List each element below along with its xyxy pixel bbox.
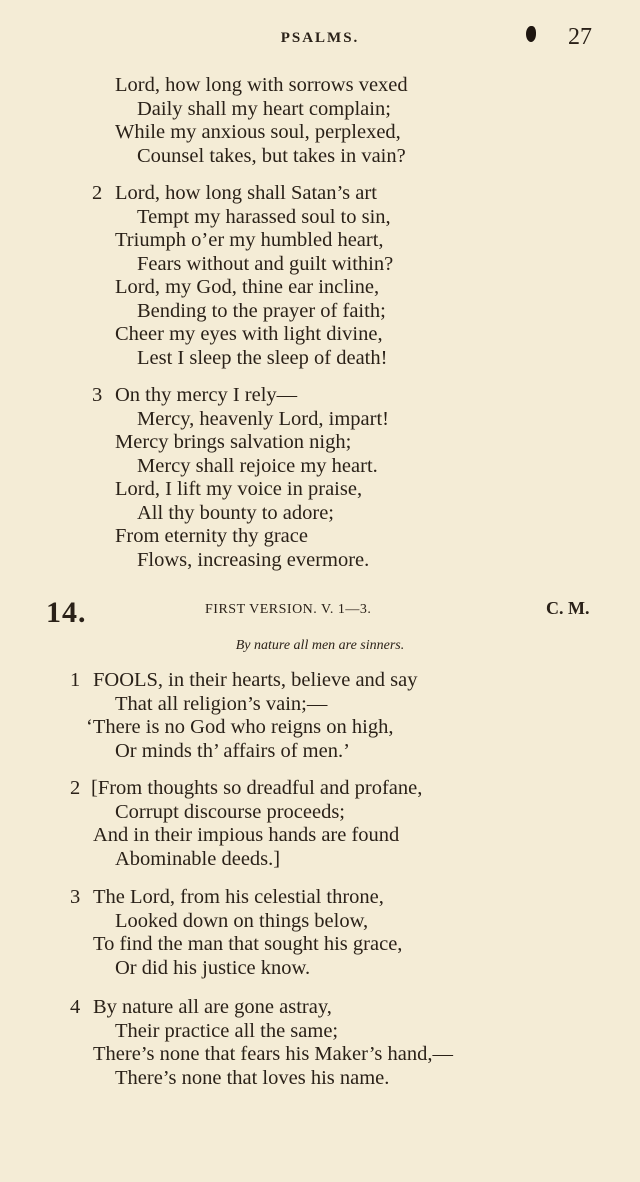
verse-line: From eternity thy grace	[115, 525, 308, 547]
verse-line: Or did his justice know.	[115, 956, 311, 979]
psalm-subtitle: By nature all men are sinners.	[235, 638, 405, 653]
stanza-number: 3	[92, 384, 103, 406]
stanza-number: 2	[70, 777, 81, 799]
stanza-14-4	[0, 996, 640, 1090]
verse-line: Lord, I lift my voice in praise,	[115, 478, 363, 500]
running-title: PSALMS.	[280, 30, 360, 46]
verse-line: 2 Lord, how long shall Satan’s art	[92, 182, 377, 204]
verse-line: Bending to the prayer of faith;	[137, 299, 386, 322]
verse-line: Lord, my God, thine ear incline,	[115, 276, 380, 298]
stanza-13-3	[0, 384, 640, 572]
stanza-13-1	[0, 74, 640, 168]
verse-line: All thy bounty to adore;	[137, 501, 335, 524]
verse-line: Triumph o’er my humbled heart,	[115, 229, 384, 251]
verse-line: Tempt my harassed soul to sin,	[137, 205, 391, 228]
verse-line: There’s none that fears his Maker’s hand,—	[93, 1043, 453, 1065]
verse-line: 3 The Lord, from his celestial throne,	[70, 886, 384, 908]
verse-line: ‘There is no God who reigns on high,	[86, 716, 394, 738]
ink-blot	[526, 26, 536, 42]
verse-line: Or minds th’ affairs of men.’	[115, 739, 350, 762]
meter-label: C. M.	[546, 598, 590, 618]
stanza-13-2	[0, 182, 640, 370]
verse-line: Their practice all the same;	[115, 1019, 339, 1042]
stanza-14-2	[0, 777, 640, 871]
verse-line: 1 FOOLS, in their hearts, believe and say	[70, 669, 418, 691]
stanza-number: 1	[70, 669, 81, 691]
verse-line: Looked down on things below,	[115, 909, 369, 932]
stanza-14-3	[0, 886, 640, 980]
psalm-number: 14.	[46, 596, 87, 629]
verse-line: Corrupt discourse proceeds;	[115, 800, 345, 823]
verse-line: And in their impious hands are found	[93, 824, 400, 846]
verse-line: Daily shall my heart complain;	[137, 97, 391, 120]
version-label: FIRST VERSION. V. 1—3.	[205, 602, 372, 617]
verse-line: Lest I sleep the sleep of death!	[137, 346, 388, 369]
stanza-number: 3	[70, 886, 81, 908]
verse-line: 4 By nature all are gone astray,	[70, 996, 332, 1018]
verse-line: Mercy shall rejoice my heart.	[137, 454, 378, 477]
verse-line: To find the man that sought his grace,	[93, 933, 403, 955]
page-number: 27	[568, 24, 592, 50]
verse-line: 3 On thy mercy I rely—	[92, 384, 298, 406]
verse-line: Flows, increasing evermore.	[137, 548, 370, 571]
stanza-14-1	[0, 669, 640, 763]
stanza-number: 4	[70, 996, 81, 1018]
psalm-14-header	[0, 596, 640, 628]
verse-line: That all religion’s vain;—	[115, 692, 328, 715]
verse-line: Mercy, heavenly Lord, impart!	[137, 407, 389, 430]
verse-line: Fears without and guilt within?	[137, 252, 394, 275]
verse-line: Mercy brings salvation nigh;	[115, 431, 352, 453]
verse-line: Counsel takes, but takes in vain?	[137, 144, 406, 167]
verse-line: Cheer my eyes with light divine,	[115, 323, 383, 345]
verse-line: While my anxious soul, perplexed,	[115, 121, 401, 143]
verse-line: 2 [From thoughts so dreadful and profane,	[70, 777, 423, 799]
stanza-number: 2	[92, 182, 103, 204]
verse-line: Lord, how long with sorrows vexed	[115, 74, 408, 96]
verse-line: Abominable deeds.]	[115, 847, 281, 870]
verse-line: There’s none that loves his name.	[115, 1066, 390, 1089]
